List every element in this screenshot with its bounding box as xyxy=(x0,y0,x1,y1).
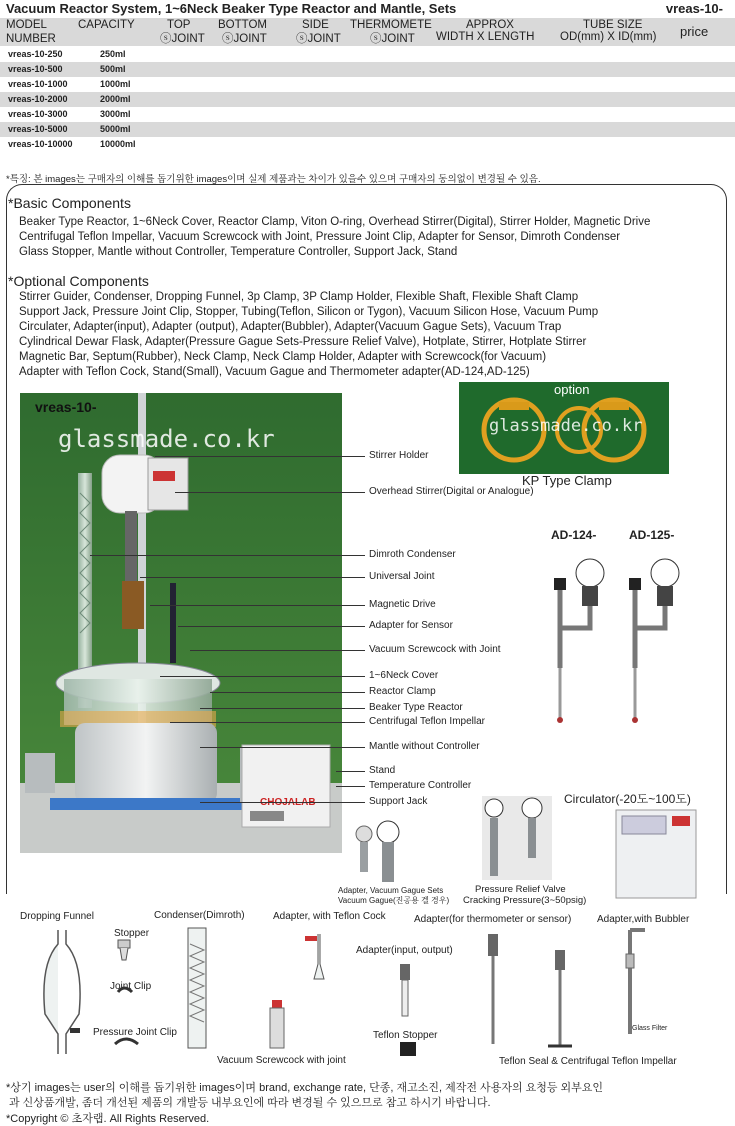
feature-note: *특징: 본 images는 구매자의 이해를 돕기위한 images이며 실제 제품과는 차이가 있을수 있으며 구매자의 동의없이 변경될 수 있음. xyxy=(6,174,541,185)
table-row: vreas-10-5000 5000ml xyxy=(0,122,735,137)
gauge-adapters-illustration xyxy=(540,548,710,728)
optional-heading: *Optional Components xyxy=(8,273,149,289)
photo-model-label: vreas-10- xyxy=(35,399,97,415)
callout-line xyxy=(336,771,365,772)
footer-line-1: *상기 images는 user의 이해를 돕기위한 images이며 brand, exchange rate, 단종, 재고소진, 제작전 사용자의 요청등 외부요인 xyxy=(6,1082,604,1094)
stopper-label: Stopper xyxy=(114,928,150,939)
clamp-watermark: glassmade.co.kr xyxy=(489,416,643,436)
callout-reactor-clamp: Reactor Clamp xyxy=(369,686,436,697)
teflon-cock-label: Adapter, with Teflon Cock xyxy=(273,911,386,922)
thermo-adapter-label: Adapter(for thermometer or sensor) xyxy=(414,914,572,925)
bubbler-label: Adapter,with Bubbler xyxy=(597,914,690,925)
callout-beaker-reactor: Beaker Type Reactor xyxy=(369,702,463,713)
impellar-label: Teflon Seal & Centrifugal Teflon Impellar xyxy=(499,1056,677,1067)
callout-neck-cover: 1~6Neck Cover xyxy=(369,670,439,681)
callout-line xyxy=(200,802,365,803)
callout-line xyxy=(155,456,365,457)
kp-clamp-photo xyxy=(459,382,669,474)
header-price: price xyxy=(680,24,709,39)
callout-dimroth-condenser: Dimroth Condenser xyxy=(369,549,456,560)
circulator-illustration xyxy=(612,806,700,902)
header-thermometer: THERMOMETE xyxy=(350,19,432,31)
callout-stirrer-holder: Stirrer Holder xyxy=(369,450,429,461)
callout-line xyxy=(178,626,365,627)
callout-line xyxy=(175,492,365,493)
callout-line xyxy=(200,708,365,709)
dropping-funnel-label: Dropping Funnel xyxy=(20,911,94,922)
pressure-clip-label: Pressure Joint Clip xyxy=(93,1027,177,1038)
controller-brand: CHOJALAB xyxy=(260,797,316,808)
pressure-relief-illustration xyxy=(482,796,552,880)
header-capacity: CAPACITY xyxy=(78,19,135,31)
table-row: vreas-10-2000 2000ml xyxy=(0,92,735,107)
table-row: vreas-10-3000 3000ml xyxy=(8,109,131,119)
basic-heading: *Basic Components xyxy=(8,195,131,211)
copyright: *Copyright © 초자랩. All Rights Reserved. xyxy=(6,1113,210,1125)
table-row: vreas-10-250 250ml xyxy=(8,49,126,59)
callout-universal-joint: Universal Joint xyxy=(369,571,435,582)
parts-illustration xyxy=(0,924,735,1064)
callout-line xyxy=(140,577,365,578)
callout-line xyxy=(90,555,365,556)
relief-caption: Pressure Relief Valve Cracking Pressure(3~50psig) xyxy=(463,884,587,906)
table-header xyxy=(0,18,735,46)
header-tube-size: TUBE SIZE xyxy=(583,19,643,31)
table-row: vreas-10-1000 1000ml xyxy=(8,79,131,89)
callout-line xyxy=(160,676,365,677)
footer-line-2: 과 신상품개발, 좀더 개선된 제품의 개발등 내부요인에 따라 변경될 수 있으므로 참고 하시기 바랍니다. xyxy=(9,1097,491,1109)
header-number: NUMBER xyxy=(6,33,56,45)
callout-line xyxy=(150,605,365,606)
callout-line xyxy=(210,692,365,693)
watermark: glassmade.co.kr xyxy=(58,425,275,453)
optional-list: Stirrer Guider, Condenser, Dropping Funnel, 3p Clamp, 3P Clamp Holder, Flexible Shaft, Flexible Shaft Clamp Support Jack, Pressure Joint Clip, Stopper, Tubing(Teflon, Silicon or Tygon), Vacuum Silicon Hose, Vacuum Pump Circulater, Adapter(input), Adapter (output), Adapter(Bubbler), Adapter(Vacuum Gague Sets), Vacuum Trap Cylindrical Dewar Flask, Adapter(Pressure Gague Sets-Pressure Relief Valve), Hotplate, Stirrer, Hotplate Stirrer Magnetic Bar, Septum(Rubber), Neck Clamp, Neck Clamp Holder, Adapter with Screwcock(for Vacuum) Adapter with Teflon Cock, Stand(Small), Vacuum Gague and Thermometer adapter(AD-124,AD-125) xyxy=(19,291,599,378)
header-top-joint: ⓢJOINT xyxy=(160,33,205,45)
glass-filter-label: Glass Filter xyxy=(632,1025,668,1032)
table-body xyxy=(0,47,735,152)
header-bottom-joint: ⓢJOINT xyxy=(222,33,267,45)
reactor-illustration xyxy=(20,393,342,853)
header-thermo-joint: ⓢJOINT xyxy=(370,33,415,45)
condenser-label: Condenser(Dimroth) xyxy=(154,910,245,921)
callout-line xyxy=(200,747,365,748)
ad-125-label: AD-125- xyxy=(629,528,675,542)
circulator-label: Circulator(-20도~100도) xyxy=(564,792,691,806)
clamp-option-label: option xyxy=(554,382,590,397)
header-od-id: OD(mm) X ID(mm) xyxy=(560,31,657,43)
kp-clamp-caption: KP Type Clamp xyxy=(522,473,612,488)
header-side: SIDE xyxy=(302,19,329,31)
header-approx: APPROX xyxy=(466,19,514,31)
teflon-stopper-label: Teflon Stopper xyxy=(373,1030,438,1041)
joint-clip-label: Joint Clip xyxy=(110,981,152,992)
table-row: vreas-10-10000 10000ml xyxy=(8,139,136,149)
callout-overhead-stirrer: Overhead Stirrer(Digital or Analogue) xyxy=(369,486,534,497)
callout-vacuum-screwcock: Vacuum Screwcock with Joint xyxy=(369,644,501,655)
header-bottom: BOTTOM xyxy=(218,19,267,31)
header-top: TOP xyxy=(167,19,191,31)
callout-impellar: Centrifugal Teflon Impellar xyxy=(369,716,485,727)
callout-mantle: Mantle without Controller xyxy=(369,741,480,752)
callout-line xyxy=(170,722,365,723)
table-row: vreas-10-500 500ml xyxy=(0,62,735,77)
callout-support-jack: Support Jack xyxy=(369,796,428,807)
callout-adapter-sensor: Adapter for Sensor xyxy=(369,620,453,631)
ad-124-label: AD-124- xyxy=(551,528,597,542)
reactor-photo xyxy=(20,393,342,853)
header-width-length: WIDTH X LENGTH xyxy=(436,31,535,43)
vacuum-gauge-illustration xyxy=(350,818,410,886)
callout-line xyxy=(190,650,365,651)
callout-stand: Stand xyxy=(369,765,396,776)
title-code: vreas-10- xyxy=(665,1,723,16)
basic-list: Beaker Type Reactor, 1~6Neck Cover, Reactor Clamp, Viton O-ring, Overhead Stirrer(Digital), Stirrer Holder, Magnetic Drive Centrifugal Teflon Impellar, Vacuum Screwcock with Joint, Pressure Joint Clip, Adapter for Sensor, Dimroth Condenser Glass Stopper, Mantle without Controller, Temperature Controller, Support Jack, Stand xyxy=(19,216,651,258)
header-side-joint: ⓢJOINT xyxy=(296,33,341,45)
gauge-caption: Adapter, Vacuum Gague Sets Vacuum Gague(진공용 겔 경우) xyxy=(338,886,450,905)
page-title: Vacuum Reactor System, 1~6Neck Beaker Type Reactor and Mantle, Sets xyxy=(6,1,457,16)
header-model: MODEL xyxy=(6,19,47,31)
callout-line xyxy=(336,786,365,787)
screwcock-label: Vacuum Screwcock with joint xyxy=(217,1055,346,1066)
io-adapter-label: Adapter(input, output) xyxy=(356,945,453,956)
callout-temp-controller: Temperature Controller xyxy=(369,780,472,791)
callout-magnetic-drive: Magnetic Drive xyxy=(369,599,436,610)
